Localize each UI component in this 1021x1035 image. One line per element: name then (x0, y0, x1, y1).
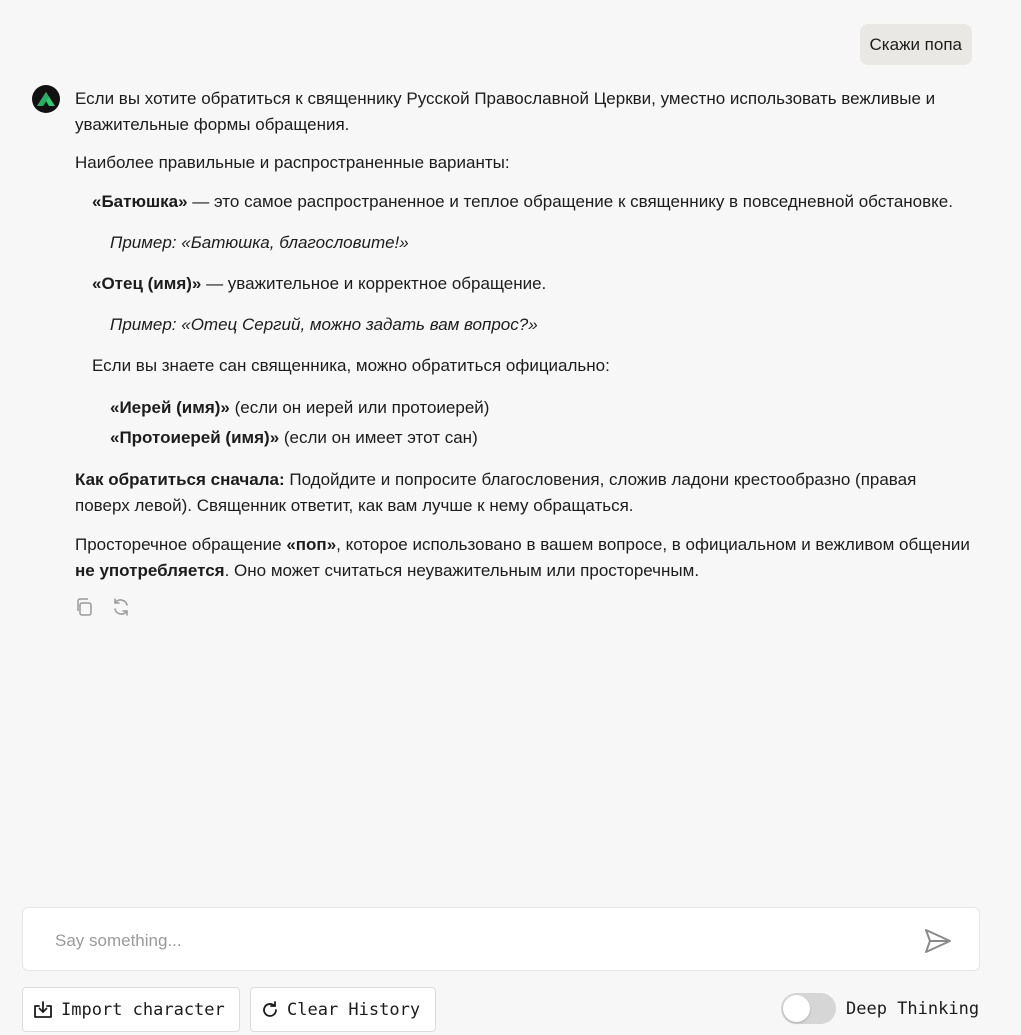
assistant-avatar (32, 85, 60, 113)
how-to-address (75, 467, 975, 519)
send-icon (923, 927, 953, 955)
option-text: — это самое распространенное и теплое обращение к священнику в повседневной обстановке. (187, 192, 953, 211)
how-text: Подойдите и попросите благословения, сложив ладони крестообразно (правая поверх левой). Священник ответит, как вам лучше к нему обращаться. (75, 470, 917, 515)
rank-list (75, 393, 975, 453)
rank-text: (если он имеет этот сан) (279, 428, 478, 447)
option-batyushka (75, 189, 975, 215)
how-title: Как обратиться сначала: (75, 470, 285, 489)
reply-intro: Если вы хотите обратиться к священнику Русской Православной Церкви, уместно использовать вежливые и уважительные формы обращения. (75, 89, 936, 134)
deep-thinking-label: Deep Thinking (846, 998, 980, 1019)
list-item (110, 423, 975, 453)
vulgar-note (75, 532, 975, 584)
clear-history-label: Clear History (287, 999, 421, 1020)
message-input[interactable] (53, 928, 897, 954)
clear-history-button[interactable] (250, 987, 436, 1032)
option-example: Пример: «Батюшка, благословите!» (110, 233, 409, 252)
rank-title: «Иерей (имя)» (110, 398, 230, 417)
deep-thinking-control (781, 993, 979, 1024)
message-actions (73, 596, 132, 618)
option-father (75, 271, 975, 297)
note-text: . Оно может считаться неуважительным или просторечным. (224, 561, 700, 580)
user-message-bubble (860, 24, 972, 65)
rank-intro: Если вы знаете сан священника, можно обратиться официально: (92, 356, 610, 375)
rank-title: «Протоиерей (имя)» (110, 428, 280, 447)
assistant-reply (75, 86, 975, 584)
send-button[interactable] (923, 927, 953, 955)
import-character-button[interactable] (22, 987, 240, 1032)
message-input-box (22, 907, 980, 971)
toggle-knob (783, 995, 810, 1022)
note-bold: «поп» (286, 535, 337, 554)
note-text: Просторечное обращение (75, 535, 287, 554)
import-icon (33, 1001, 53, 1019)
import-character-label: Import character (61, 999, 225, 1020)
copy-icon (74, 597, 94, 617)
regenerate-icon (111, 597, 131, 617)
option-text: — уважительное и корректное обращение. (201, 274, 547, 293)
list-item (110, 393, 975, 423)
user-message-text: Скажи попа (869, 34, 962, 54)
regenerate-button[interactable] (110, 596, 132, 618)
note-bold: не употребляется (75, 561, 225, 580)
refresh-icon (261, 1001, 279, 1019)
brand-logo-icon (36, 91, 56, 107)
note-text: , которое использовано в вашем вопросе, в официальном и вежливом общении (336, 535, 970, 554)
reply-lead: Наиболее правильные и распространенные варианты: (75, 153, 510, 172)
deep-thinking-toggle[interactable] (781, 993, 836, 1024)
rank-text: (если он иерей или протоиерей) (229, 398, 490, 417)
option-title: «Отец (имя)» (92, 274, 202, 293)
option-title: «Батюшка» (92, 192, 188, 211)
copy-button[interactable] (73, 596, 95, 618)
option-example: Пример: «Отец Сергий, можно задать вам вопрос?» (110, 315, 538, 334)
